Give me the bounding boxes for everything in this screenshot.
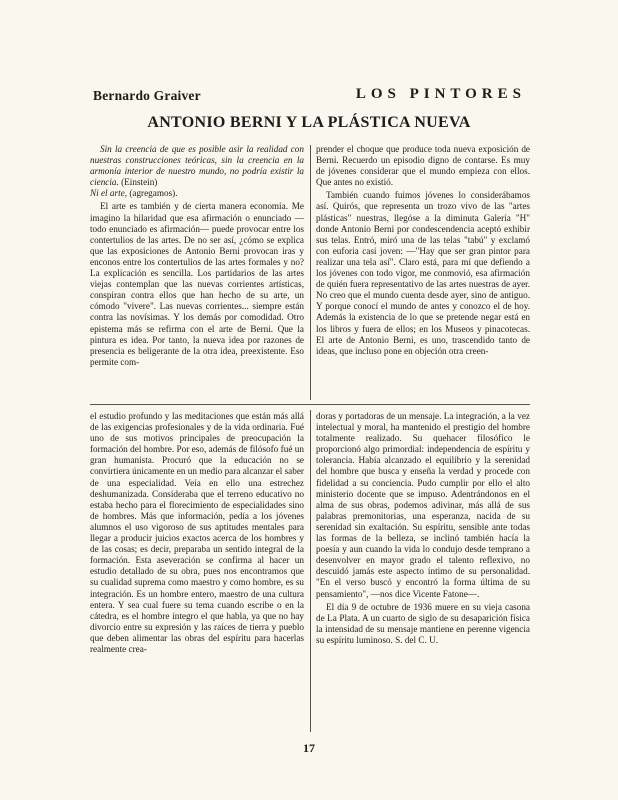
author-name: Bernardo Graiver xyxy=(93,88,201,103)
paragraph: doras y portadoras de un mensaje. La integración, a la vez intelectual y moral, ha mantenido el prestigio del hombre totalmente realizado. Su quehacer filosófico le proporcionó algo primordial: independencia de espíritu y tolerancia. Había alcanzado el equilibrio y la serenidad del hombre que busca y enseña la verdad y procede con fidelidad a su conciencia. Pudo cumplir por ello el alto ministerio docente que se impuso. Adentrándonos en el alma de sus obras, podemos adivinar, más allá de sus palabras premonitorias, una esperanza, nacida de su serenidad sin exaltación. Su espíritu, sensible ante todas las formas de la belleza, se inclinó también hacía la poesía y aun cuando la vida lo condujo desde temprano a desenvolver en mayor grado el talento reflexivo, no descuidó jamás este aspecto íntimo de su personalidad. "En el verso buscó y encontró la forma última de su pensamiento", —nos dice Vicente Fatone—. xyxy=(316,411,530,599)
section-divider xyxy=(90,404,530,405)
column-lower-left xyxy=(90,411,304,657)
column-lower-right xyxy=(316,411,530,648)
column-upper-right xyxy=(316,144,530,359)
article-title: ANTONIO BERNI Y LA PLÁSTICA NUEVA xyxy=(147,114,471,131)
epigraph xyxy=(90,144,304,199)
epigraph-quote: Sin la creencia de que es posible asir la realidad con nuestras construcciones teóricas, sin la creencia en la armonía interior de nuestro mundo, no podría existir la ciencia. xyxy=(90,144,304,188)
paragraph: el estudio profundo y las meditaciones que están más allá de las exigencias profesionales y de la vida ordinaria. Fué uno de sus motivos principales de preocupación la formación del hombre. Por eso, además de filósofo fué un gran humanista. Procuró que la educación no se convirtiera únicamente en un medio para alcanzar el saber de una especialidad. Veía en ello una estrechez deshumanizada. Consideraba que el terreno educativo no estaba hecho para el florecimiento de especialidades sino de hombres. Más que información, pedía a los jóvenes alumnos el uso vigoroso de sus aptitudes mentales para llegar a producir juicios exactos acerca de los hombres y de las cosas; es decir, preparaba un sentido integral de la formación. Esta aseveración se confirma al hacer un estudio detallado de su obra, pues nos encontramos que su cualidad suprema como maestro y como hombre, es su integración. Es un hombre entero, maestro de una cultura entera. Y sea cual fuere su tema cuando escribe o en la cátedra, es el hombre íntegro el que habla, ya que no hay divorcio entre su expresión y las raíces de tierra y pueblo que deben alimentar las obras del espíritu para hacerlas realmente crea- xyxy=(90,411,304,654)
paragraph: También cuando fuimos jóvenes lo considerábamos así. Quirós, que representa un trozo vivo de las "artes plásticas" nuestras, llegóse a la diminuta Galería "H" donde Antonio Berni por condescendencia aceptó exhibir sus telas. Entró, miró una de las telas "tabú" y exclamó con euforia casi joven: —"Hay que ser gran pintor para realizar una tela así". Claro está, para mí que defiendo a los jóvenes con todo vigor, me conmovió, esa afirmación de quién fuera representativo de las artes nuestras de ayer. No creo que el mundo cuenta desde ayer, sino de antiguo. Y porque conocí el mundo de antes y conozco el de hoy. Además la existencia de lo que se pretende negar está en los libros y fuera de ellos; en los Museos y pinacotecas. El arte de Antonio Berni, es uno, trascendido tanto de ideas, que incluso pone en objeción otra creen- xyxy=(316,190,530,356)
paragraph: prender el choque que produce toda nueva exposición de Berni. Recuerdo un episodio digno de contarse. Es muy de jóvenes considerar que el mundo empieza con ellos. Que antes no existió. xyxy=(316,144,530,188)
column-divider-lower xyxy=(310,410,311,732)
column-divider-upper xyxy=(310,145,311,400)
epigraph-addition-note: (agregamos). xyxy=(129,188,178,199)
section-title: LOS PINTORES xyxy=(355,86,526,102)
paragraph: El arte es también y de cierta manera economía. Me imagino la hilaridad que esa afirmación o enunciado —todo enunciado es afirmación— puede provocar entre los contertulios de las artes. De no ser así, ¿cómo se explica que las exposiciones de Antonio Berni provocan iras y enconos entre los contertulios de las artes formales y no? La explicación es sencilla. Los partidarios de las artes viejas contemplan que las nuevas corrientes artísticas, conspiran contra ellos que han hecho de su arte, un cómodo "vivere". Las nuevas corrientes... siempre están contra las novísimas. Y los demás por comodidad. Otro epistema más se refirma con el arte de Berni. Que la pintura es idea. Por tanto, la nueva idea por razones de presencia es beligerante de la otra idea, preexistente. Eso permite com- xyxy=(90,201,304,367)
epigraph-source: (Einstein) xyxy=(121,177,158,188)
paragraph: El día 9 de octubre de 1936 muere en su vieja casona de La Plata. A un cuarto de siglo de su desaparición física la intensidad de su mensaje mantiene en perenne vigencia su espíritu luminoso. S. del C. U. xyxy=(316,601,530,645)
page-number: 17 xyxy=(303,741,315,755)
column-upper-left xyxy=(90,144,304,370)
epigraph-addition: Ni el arte, xyxy=(90,188,128,199)
